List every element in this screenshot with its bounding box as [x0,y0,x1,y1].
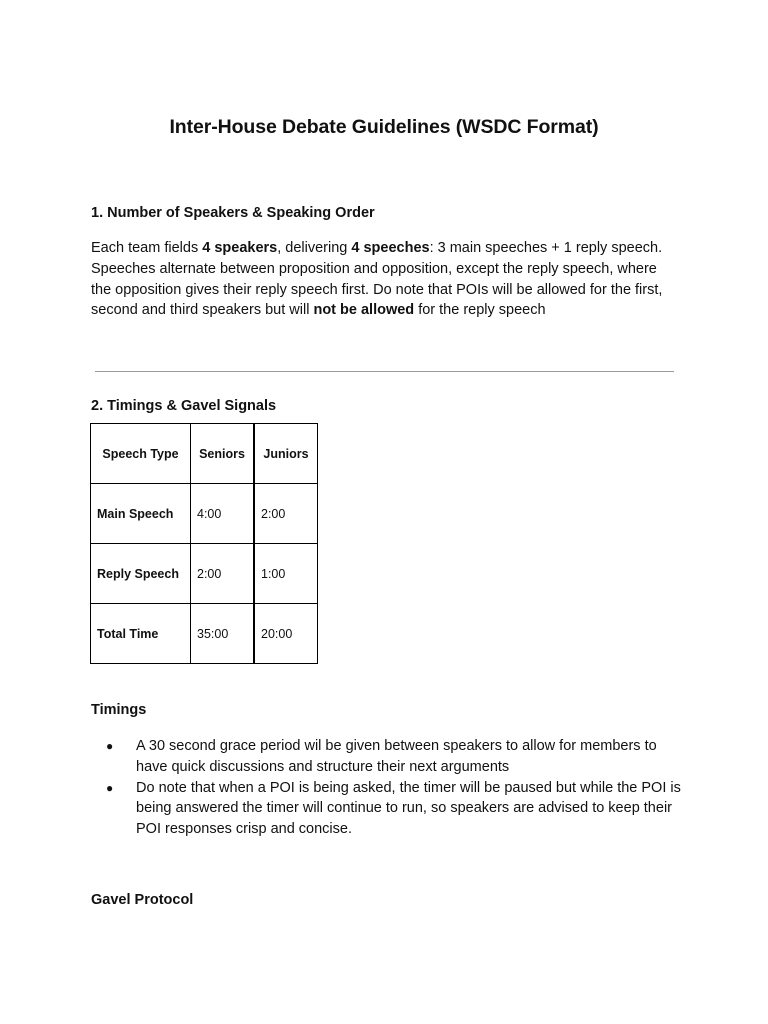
list-item-text: Do note that when a POI is being asked, the timer will be paused but while the POI is being answered the timer will continue to run, so speakers are advised to keep their POI responses crisp and concise. [136,779,681,838]
list-item [106,736,686,778]
list-item-text: A 30 second grace period wil be given between speakers to allow for members to have quick discussions and structure their next arguments [136,738,657,775]
bullet-icon: ● [106,739,114,753]
table-header-cell: Juniors [254,424,318,484]
table-cell: 2:00 [254,484,318,544]
table-cell: 20:00 [254,604,318,664]
paragraph-text: for the reply speech [414,302,546,319]
list-item [106,778,686,840]
table-row-label: Reply Speech [91,544,191,604]
speakers-paragraph [91,238,671,321]
paragraph-bold-text: not be allowed [313,302,415,319]
table-row-label: Total Time [91,604,191,664]
table-header-row [91,424,318,484]
document-title: Inter-House Debate Guidelines (WSDC Format) [169,116,599,138]
horizontal-divider [95,371,674,372]
table-cell: 2:00 [191,544,255,604]
timings-bullet-list [106,736,686,840]
table-cell: 4:00 [191,484,255,544]
table-cell: 1:00 [254,544,318,604]
section-heading-speakers: 1. Number of Speakers & Speaking Order [91,205,375,221]
table-header-cell: Seniors [191,424,255,484]
section-heading-timings: Timings [91,702,147,718]
paragraph-text: : 3 main speeches + 1 reply speech. Speeches alternate between proposition and opposition, except the reply speech, where the opposition gives their reply speech first. Do note that POIs will be allowed for the first, second and third speakers but will [91,240,663,319]
section-heading-timings-gavel: 2. Timings & Gavel Signals [91,398,277,414]
table-header-cell: Speech Type [91,424,191,484]
table-cell: 35:00 [191,604,255,664]
paragraph-text: , delivering [277,240,352,256]
table-row [91,544,318,604]
paragraph-text: Each team fields [91,240,203,256]
table-row [91,484,318,544]
paragraph-bold-text: 4 speakers [202,240,278,256]
section-heading-gavel-protocol: Gavel Protocol [91,892,194,908]
paragraph-bold-text: 4 speeches [351,240,430,256]
bullet-icon: ● [106,780,114,795]
timings-table [90,423,318,664]
table-row-label: Main Speech [91,484,191,544]
table-row [91,604,318,664]
